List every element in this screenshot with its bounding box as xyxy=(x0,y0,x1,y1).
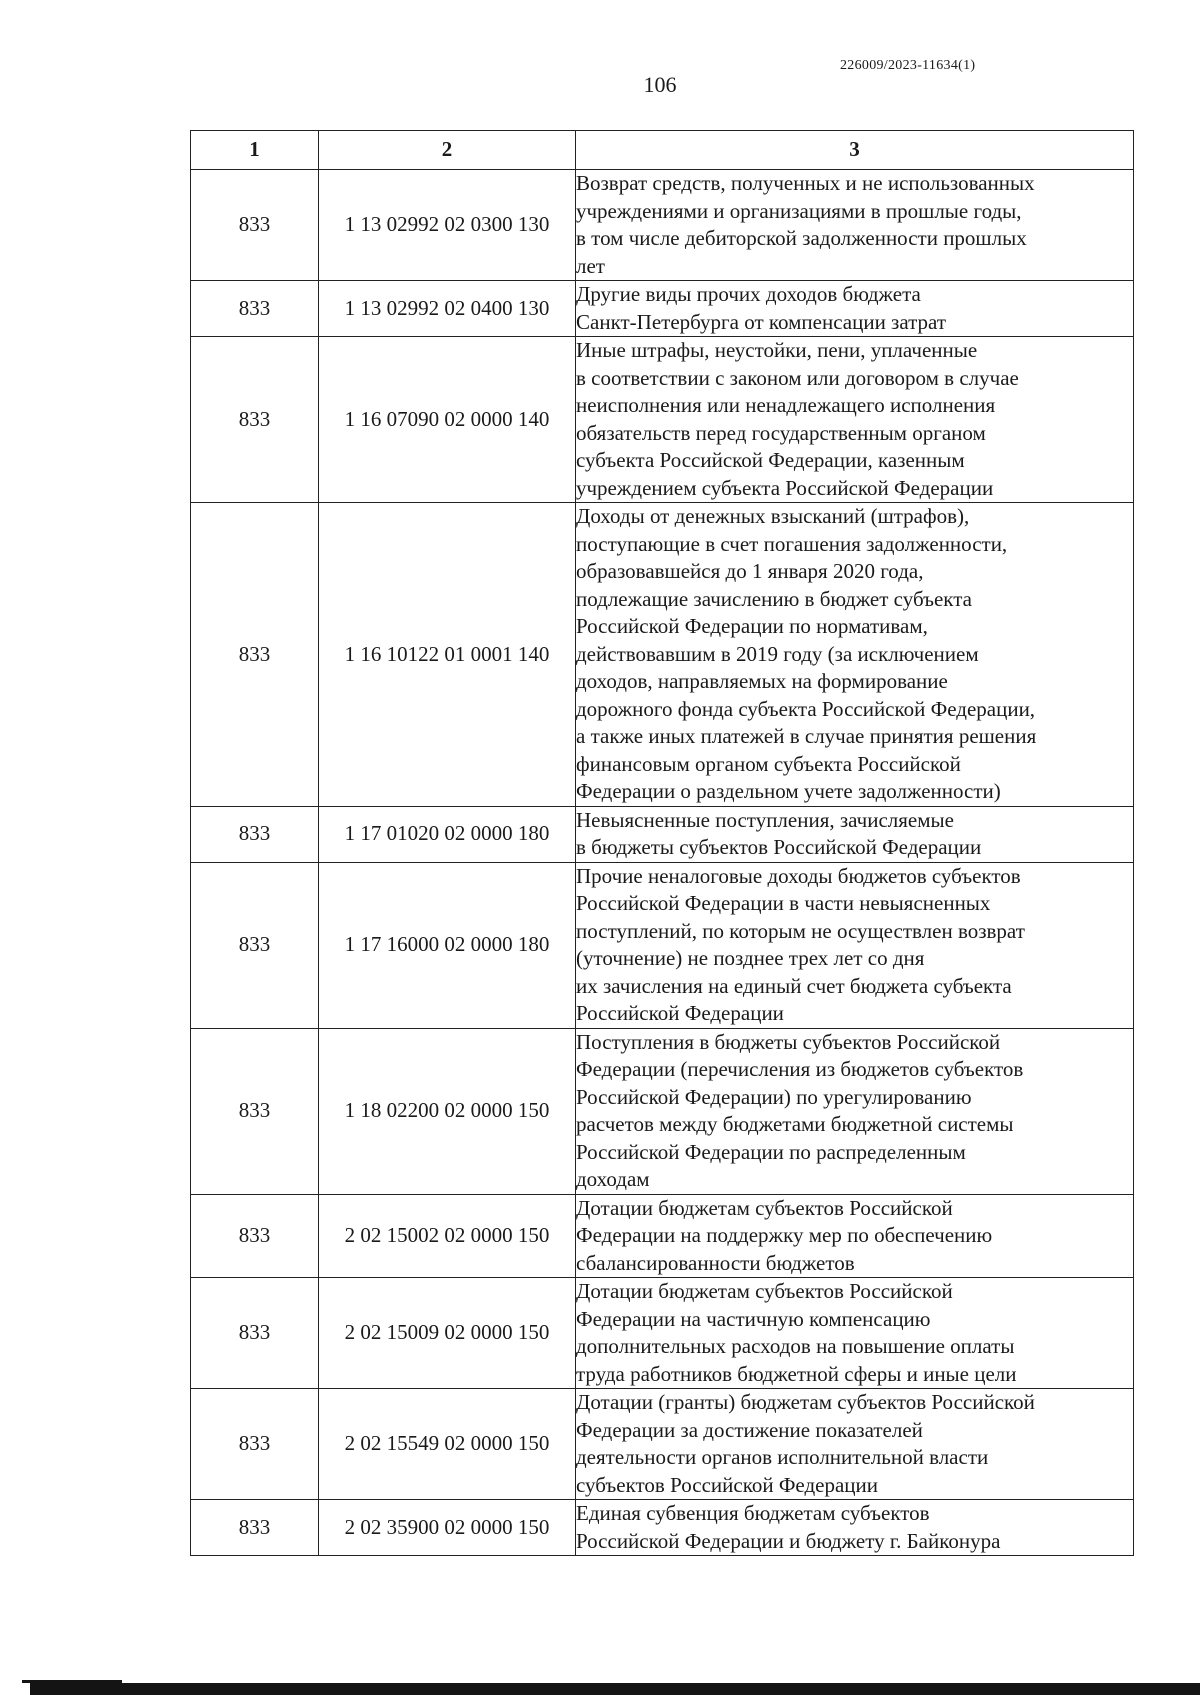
description-line: в бюджеты субъектов Российской Федерации xyxy=(576,835,982,859)
revenue-code-cell: 1 16 07090 02 0000 140 xyxy=(319,337,576,503)
description-line: Дотации бюджетам субъектов Российской xyxy=(576,1279,953,1303)
description-line: Российской Федерации и бюджету г. Байконура xyxy=(576,1528,1001,1553)
description-line: расчетов между бюджетами бюджетной системы xyxy=(576,1112,1014,1136)
description-line: (уточнение) не позднее трех лет со дня xyxy=(576,946,925,970)
description-cell xyxy=(576,1194,1134,1278)
description-line: поступающие в счет погашения задолженности, xyxy=(576,531,1008,556)
revenue-code-cell: 1 13 02992 02 0400 130 xyxy=(319,281,576,337)
admin-code-cell: 833 xyxy=(191,1389,319,1500)
page-number: 106 xyxy=(643,72,677,97)
description-line: Санкт-Петербурга от компенсации затрат xyxy=(576,309,947,334)
description-line: а также иных платежей в случае принятия решения xyxy=(576,724,1037,748)
description-line: Доходы от денежных взысканий (штрафов), xyxy=(576,504,970,528)
description-cell xyxy=(576,1389,1134,1500)
description-line: Российской Федерации xyxy=(576,1001,784,1025)
description-line: Поступления в бюджеты субъектов Российской xyxy=(576,1029,1001,1054)
description-line: неисполнения или ненадлежащего исполнения xyxy=(576,393,996,417)
description-line: Другие виды прочих доходов бюджета xyxy=(576,282,921,306)
admin-code-cell: 833 xyxy=(191,281,319,337)
description-line: Возврат средств, полученных и не использованных xyxy=(576,171,1035,195)
revenue-code-cell: 1 17 16000 02 0000 180 xyxy=(319,862,576,1028)
table-row xyxy=(191,337,1134,503)
description-line: в соответствии с законом или договором в случае xyxy=(576,365,1019,390)
description-cell xyxy=(576,1500,1134,1556)
revenue-codes-table xyxy=(190,130,1134,1556)
column-header-2: 2 xyxy=(319,131,576,170)
admin-code-cell: 833 xyxy=(191,862,319,1028)
description-cell xyxy=(576,862,1134,1028)
description-line: Единая субвенция бюджетам субъектов xyxy=(576,1501,930,1525)
table-header-row xyxy=(191,131,1134,170)
description-line: Дотации (гранты) бюджетам субъектов Российской xyxy=(576,1390,1035,1414)
description-cell xyxy=(576,170,1134,281)
description-line: дополнительных расходов на повышение оплаты xyxy=(576,1334,1015,1358)
table-row xyxy=(191,1194,1134,1278)
description-line: сбалансированности бюджетов xyxy=(576,1250,855,1275)
description-line: Федерации (перечисления из бюджетов субъектов xyxy=(576,1057,1024,1081)
admin-code-cell: 833 xyxy=(191,1194,319,1278)
description-line: Российской Федерации в части невыясненных xyxy=(576,891,991,915)
description-line: финансовым органом субъекта Российской xyxy=(576,751,961,776)
description-cell xyxy=(576,337,1134,503)
description-line: Иные штрафы, неустойки, пени, уплаченные xyxy=(576,338,978,362)
scan-bottom-border xyxy=(30,1683,1200,1695)
description-line: Федерации на частичную компенсацию xyxy=(576,1306,931,1331)
description-line: Российской Федерации по нормативам, xyxy=(576,614,928,638)
table-row xyxy=(191,1500,1134,1556)
revenue-code-cell: 2 02 15009 02 0000 150 xyxy=(319,1278,576,1389)
table-row xyxy=(191,170,1134,281)
description-line: подлежащие зачислению в бюджет субъекта xyxy=(576,586,972,611)
revenue-code-cell: 2 02 15549 02 0000 150 xyxy=(319,1389,576,1500)
description-line: поступлений, по которым не осуществлен возврат xyxy=(576,918,1025,943)
description-line: учреждениями и организациями в прошлые годы, xyxy=(576,198,1022,223)
admin-code-cell: 833 xyxy=(191,806,319,862)
revenue-code-cell: 1 17 01020 02 0000 180 xyxy=(319,806,576,862)
admin-code-cell: 833 xyxy=(191,1028,319,1194)
description-line: лет xyxy=(576,253,605,278)
revenue-code-cell: 1 13 02992 02 0300 130 xyxy=(319,170,576,281)
description-cell xyxy=(576,806,1134,862)
description-line: Невыясненные поступления, зачисляемые xyxy=(576,807,954,832)
revenue-code-cell: 1 16 10122 01 0001 140 xyxy=(319,503,576,807)
description-cell xyxy=(576,503,1134,807)
column-header-1: 1 xyxy=(191,131,319,170)
description-line: субъектов Российской Федерации xyxy=(576,1472,879,1497)
table-row xyxy=(191,862,1134,1028)
description-cell xyxy=(576,1028,1134,1194)
description-line: труда работников бюджетной сферы и иные цели xyxy=(576,1361,1017,1386)
column-header-3: 3 xyxy=(576,131,1134,170)
admin-code-cell: 833 xyxy=(191,170,319,281)
description-line: Прочие неналоговые доходы бюджетов субъектов xyxy=(576,863,1021,888)
table-row xyxy=(191,1028,1134,1194)
table-row xyxy=(191,806,1134,862)
description-line: Российской Федерации по распределенным xyxy=(576,1139,966,1164)
document-id: 226009/2023-11634(1) xyxy=(840,58,976,73)
description-line: дорожного фонда субъекта Российской Федерации, xyxy=(576,696,1036,721)
description-line: в том числе дебиторской задолженности прошлых xyxy=(576,226,1027,250)
table-row xyxy=(191,1389,1134,1500)
description-line: образовавшейся до 1 января 2020 года, xyxy=(576,559,924,583)
admin-code-cell: 833 xyxy=(191,337,319,503)
description-line: Российской Федерации) по урегулированию xyxy=(576,1084,972,1109)
description-line: Федерации о раздельном учете задолженности) xyxy=(576,779,1001,803)
description-line: учреждением субъекта Российской Федерации xyxy=(576,475,994,500)
description-line: доходов, направляемых на формирование xyxy=(576,669,948,693)
description-line: их зачисления на единый счет бюджета субъекта xyxy=(576,973,1012,998)
description-line: деятельности органов исполнительной власти xyxy=(576,1445,989,1469)
description-line: субъекта Российской Федерации, казенным xyxy=(576,448,965,472)
admin-code-cell: 833 xyxy=(191,503,319,807)
table-row xyxy=(191,503,1134,807)
admin-code-cell: 833 xyxy=(191,1278,319,1389)
description-cell xyxy=(576,281,1134,337)
description-line: действовавшим в 2019 году (за исключением xyxy=(576,641,979,666)
revenue-code-cell: 2 02 35900 02 0000 150 xyxy=(319,1500,576,1556)
description-cell xyxy=(576,1278,1134,1389)
description-line: доходам xyxy=(576,1167,650,1191)
description-line: обязательств перед государственным органом xyxy=(576,420,986,445)
admin-code-cell: 833 xyxy=(191,1500,319,1556)
table-row xyxy=(191,1278,1134,1389)
description-line: Федерации на поддержку мер по обеспечению xyxy=(576,1223,993,1247)
table-row xyxy=(191,281,1134,337)
description-line: Дотации бюджетам субъектов Российской xyxy=(576,1195,953,1220)
revenue-code-cell: 2 02 15002 02 0000 150 xyxy=(319,1194,576,1278)
description-line: Федерации за достижение показателей xyxy=(576,1417,923,1442)
revenue-code-cell: 1 18 02200 02 0000 150 xyxy=(319,1028,576,1194)
